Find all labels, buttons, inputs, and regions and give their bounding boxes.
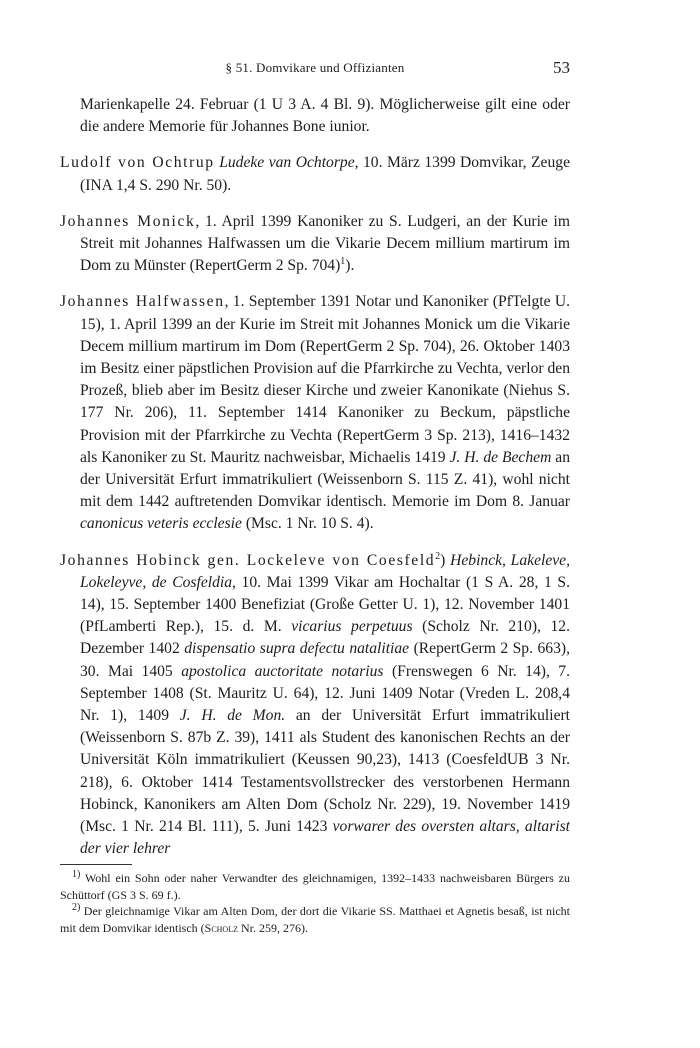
- entry-tail: .: [350, 257, 355, 275]
- entry-text: Marienkapelle 24. Februar (1 U 3 A. 4 Bl. 9). Möglicherweise gilt eine oder die andere Memorie für Johannes Bone iunior.: [80, 96, 570, 136]
- entry-latin-2: dispensatio supra defectu natalitiae: [184, 640, 410, 658]
- entry-text: , 10. März 1399 Domvikar, Zeuge (INA 1,4 S. 290 Nr. 50).: [80, 154, 570, 194]
- entry-text: , 10. Mai 1399 Vikar am Hochaltar (1 S A. 28, 1 S. 14), 15. September 1400 Benefiziat (Große Getter U. 1), 12. November 1401 (PfLamberti Rep.), 15. d. M.: [80, 573, 570, 636]
- entry-latin-5: vorwarer des oversten altars, altarist der vier lehrer: [80, 818, 570, 858]
- entry-text-4: (Frenswegen 6 Nr. 14), 7. September 1408 (St. Mauritz U. 64), 12. Juni 1409 Notar (Vreden L. 208,4 Nr. 1), 1409: [80, 662, 571, 725]
- entry-alias: Hebinck, Lakeleve, Lokeleyve, de Cosfeldia: [80, 551, 570, 591]
- entry-ludolf-von-ochtrup: [60, 152, 570, 196]
- footnote-ref-1[interactable]: 1: [340, 256, 346, 268]
- entry-latin-3: apostolica auctoritate notarius: [181, 662, 384, 680]
- entry-alias: J. H. de Bechem: [449, 448, 552, 466]
- page-body: [60, 94, 570, 861]
- entry-name: Johannes Monick: [60, 212, 196, 230]
- footnote-divider: [60, 864, 132, 865]
- footnote-text: Wohl ein Sohn oder naher Verwandter des gleichnamigen, 1392–1433 nachweisbaren Bürgers zu Schüttorf (GS 3 S. 69 f.).: [60, 871, 570, 902]
- entry-text: , 1. September 1391 Notar und Kanoniker (PfTelgte U. 15), 1. April 1399 an der Kurie im Streit mit Johannes Monick um die Vikarie Decem millium martirum im Dom (RepertGerm 2 Sp. 704), 26. Oktober 1403 im Besitz einer päpstlichen Provision auf die Pfarrkirche zu Vechta, verlor den Prozeß, blieb aber im Besitz dieser Kirche und zweier Kanonikate (Niehus S. 177 Nr. 206), 11. September 1414 Kanoniker zu Beckum, päpstliche Provision mit der Pfarrkirche zu Vechta (RepertGerm 3 Sp. 213), 1416–1432 als Kanoniker zu St. Mauritz nachweisbar, Michaelis 1419: [80, 293, 571, 466]
- entry-latin-4: J. H. de Mon.: [179, 707, 286, 725]
- footnote-tail: Nr. 259, 276).: [237, 920, 308, 935]
- entry-alias: Ludeke van Ochtorpe: [219, 154, 355, 172]
- entry-johannes-hobinck: Johannes Hobinck gen. Lockeleve von Coesfeld$^2$) Hebinck, Lakeleve, Lokeleyve, de Cosfeldia, 10. Mai 1399 Vikar am Hochaltar (1 S A. 28, 1 S. 14), 15. September 1400 Benefiziat (Große Getter U. 1), 12. November 1401 (PfLamberti Rep.), 15. d. M. vicarius perpetuus (Scholz Nr. 210), 12. Dezember 1402 dispensatio supra defectu natalitiae (RepertGerm 2 Sp. 663), 30. Mai 1405 apostolica auctoritate notarius (Frenswegen 6 Nr. 14), 7. September 1408 (St. Mauritz U. 64), 12. Juni 1409 Notar (Vreden L. 208,4 Nr. 1), 1409 J. H. de Mon. an der Universität Erfurt immatrikuliert (Weissenborn S. 87b Z. 39), 1411 als Student des kanonischen Rechts an der Universität Köln immatrikuliert (Keussen 90,23), 1413 (CoesfeldUB 3 Nr. 218), 6. Oktober 1414 Testamentsvollstrecker des verstorbenen Hermann Hobinck, Kanonikers am Alten Dom (Scholz Nr. 229), 19. November 1419 (Msc. 1 Nr. 214 Bl. 111), 5. Juni 1423 vorwarer des oversten altars, altarist der vier lehrer: [60, 550, 571, 858]
- entry-johannes-halfwassen: [60, 291, 570, 535]
- entry-continuation: [60, 94, 570, 138]
- footnote-marker: 2): [72, 902, 81, 914]
- running-head: § 51. Domvikare und Offizianten: [225, 60, 405, 75]
- entry-text-5: an der Universität Erfurt immatrikuliert (Weissenborn S. 87b Z. 39), 1411 als Student des kanonischen Rechts an der Universität Köln immatrikuliert (Keussen 90,23), 1413 (CoesfeldUB 3 Nr. 218), 6. Oktober 1414 Testamentsvollstrecker des verstorbenen Hermann Hobinck, Kanonikers am Alten Dom (Scholz Nr. 229), 19. November 1419 (Msc. 1 Nr. 214 Bl. 111), 5. Juni 1423: [80, 707, 571, 836]
- footnote-2: [60, 903, 570, 936]
- entry-text-2: (Scholz Nr. 210), 12. Dezember 1402: [80, 618, 570, 658]
- footnote-text: Der gleichnamige Vikar am Alten Dom, der dort die Vikarie SS. Matthaei et Agnetis besaß, ist nicht mit dem Domvikar identisch (: [60, 904, 570, 935]
- entry-johannes-monick: Johannes Monick, 1. April 1399 Kanoniker zu S. Ludgeri, an der Kurie im Streit mit Johannes Halfwassen um die Vikarie Decem millium martirum im Dom zu Münster (RepertGerm 2 Sp. 704)$^1$).: [60, 212, 570, 275]
- entry-text-2: an der Universität Erfurt immatrikuliert (Weissenborn S. 115 Z. 41), wohl nicht mit dem 1442 auftretenden Domvikar identisch. Memorie im Dom 8. Januar: [80, 448, 570, 511]
- footnote-author: Scholz: [204, 920, 238, 935]
- entry-name: Johannes Halfwassen: [60, 293, 225, 311]
- footnotes: [60, 870, 570, 936]
- page-header: [60, 58, 570, 82]
- entry-name: Ludolf von Ochtrup: [60, 154, 215, 172]
- entry-latin: canonicus veteris ecclesie: [80, 515, 242, 533]
- entry-name: Johannes Hobinck gen. Lockeleve von Coesfeld: [60, 551, 436, 569]
- entry-text: , 1. April 1399 Kanoniker zu S. Ludgeri, an der Kurie im Streit mit Johannes Halfwassen um die Vikarie Decem millium martirum im Dom zu Münster (RepertGerm 2 Sp. 704): [80, 212, 570, 275]
- footnote-marker: 1): [72, 869, 81, 880]
- entry-text-3: (RepertGerm 2 Sp. 663), 30. Mai 1405: [80, 640, 570, 680]
- entry-tail: (Msc. 1 Nr. 10 S. 4).: [241, 515, 374, 533]
- footnote-ref-2[interactable]: 2: [435, 550, 441, 562]
- page-number: 53: [553, 58, 570, 77]
- footnote-1: [60, 870, 570, 903]
- entry-latin-1: vicarius perpetuus: [291, 618, 413, 636]
